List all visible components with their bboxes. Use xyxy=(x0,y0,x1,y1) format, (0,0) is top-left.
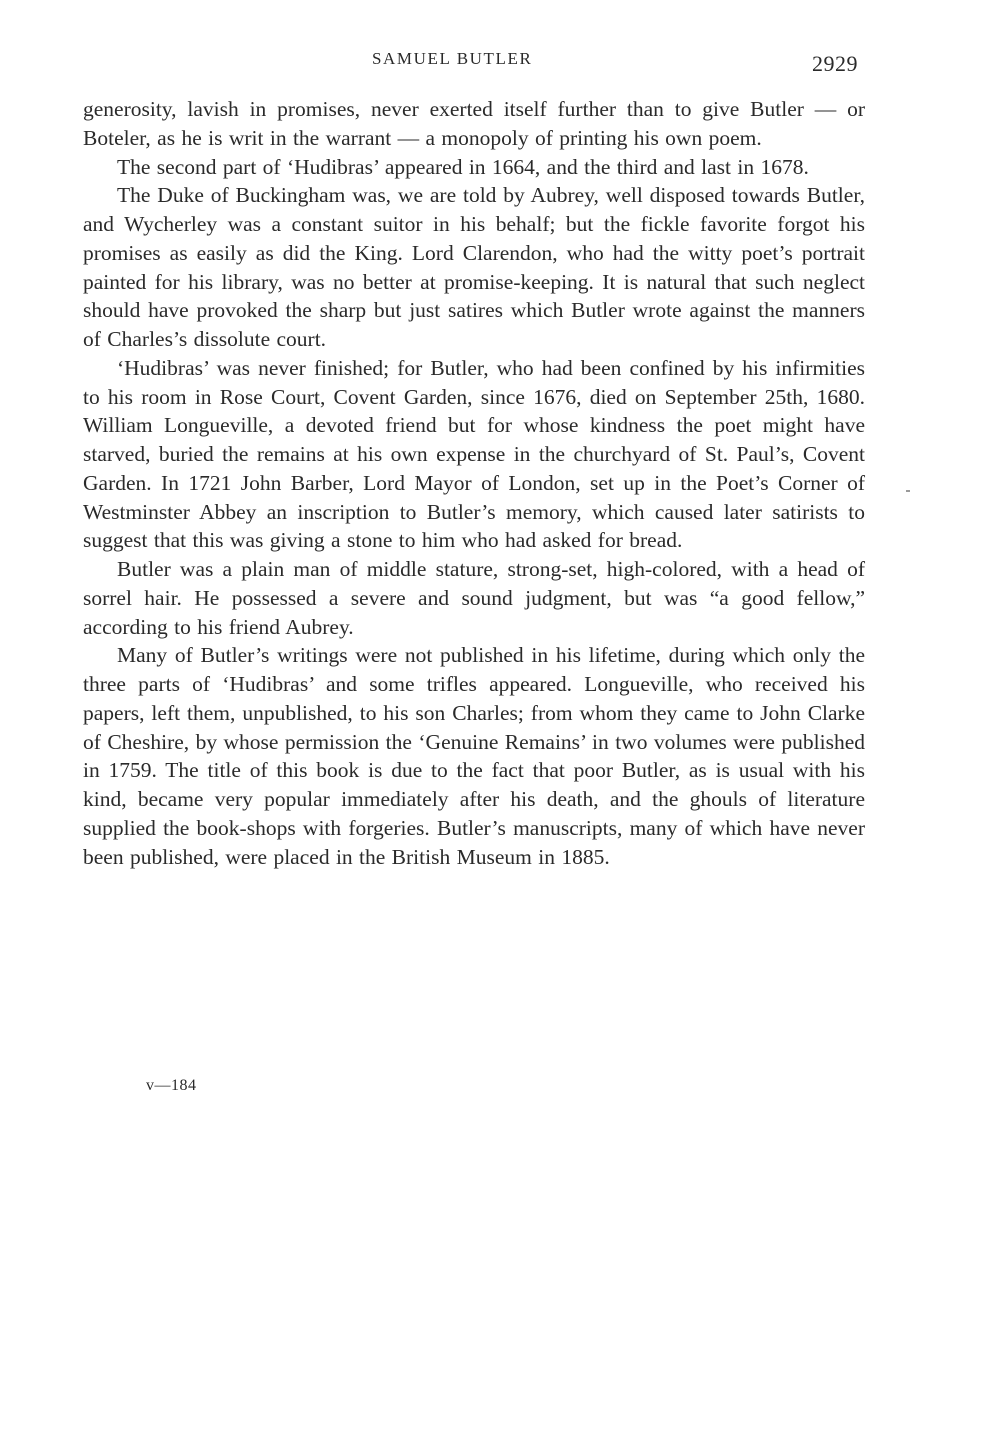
paragraph-death: ‘Hudibras’ was never finished; for Butler, who had been confined by his infirmities to his room in Rose Court, Covent Garden, since 1676, died on September 25th, 1680. William Longueville, a devoted friend but for whose kindness the poet might have starved, buried the remains at his own expense in the churchyard of St. Paul’s, Covent Garden. In 1721 John Barber, Lord Mayor of London, set up in the Poet’s Corner of Westminster Abbey an inscription to Butler’s memory, which caused later satirists to suggest that this was giving a stone to him who had asked for bread. xyxy=(83,355,865,553)
page-number: 2929 xyxy=(812,51,858,76)
paragraph-appearance: Butler was a plain man of middle stature, strong-set, high-colored, with a head of sorrel hair. He possessed a severe and sound judgment, but was “a good fellow,” according to his friend Aubrey. xyxy=(83,557,865,639)
paragraph-writings: Many of Butler’s writings were not published in his lifetime, during which only the three parts of ‘Hudibras’ and some trifles appeared. Longueville, who received his papers, left them, unpublished, to his son Charles; from whom they came to John Clarke of Cheshire, by whose permission the ‘Genuine Remains’ in two volumes were published in 1759. The title of this book is due to the fact that poor Butler, as is usual with his kind, became very popular immediately after his death, and the ghouls of literature supplied the book-shops with forgeries. Butler’s manuscripts, many of which have never been published, were placed in the British Museum in 1885. xyxy=(83,643,865,869)
paragraph-patrons: The Duke of Buckingham was, we are told by Aubrey, well disposed towards Butler, and Wycherley was a constant suitor in his behalf; but the fickle favorite forgot his promises as easily as did the King. Lord Clarendon, who had the witty poet’s portrait painted for his library, was no better at promise-keeping. It is natural that such neglect should have provoked the sharp but just satires which Butler wrote against the manners of Charles’s dissolute court. xyxy=(83,183,865,351)
paragraph-hudibras-parts: The second part of ‘Hudibras’ appeared in 1664, and the third and last in 1678. xyxy=(117,154,809,179)
page-header xyxy=(0,46,1000,76)
signature-mark: v—184 xyxy=(146,1077,197,1094)
margin-mark xyxy=(906,490,910,492)
running-title: SAMUEL BUTLER xyxy=(372,49,533,68)
body-text xyxy=(83,95,865,871)
paragraph-continuation: generosity, lavish in promises, never exerted itself further than to give Butler — or Boteler, as he is writ in the warrant — a monopoly of printing his own poem. xyxy=(83,97,865,150)
